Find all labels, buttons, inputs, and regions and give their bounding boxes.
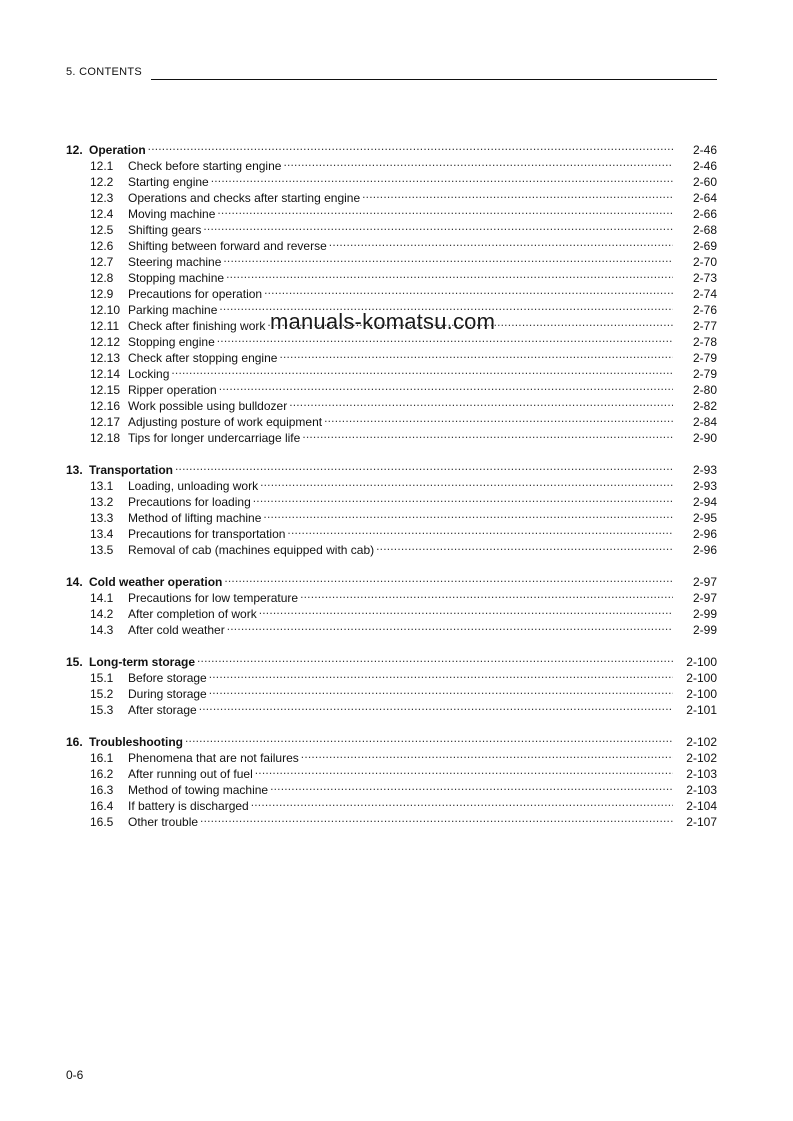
toc-subsection-entry[interactable] xyxy=(66,362,717,381)
toc-section xyxy=(66,138,717,445)
entry-title: Cold weather operation xyxy=(89,575,223,589)
entry-page: 2-101 xyxy=(686,703,717,717)
toc-subsection-entry[interactable] xyxy=(66,698,717,717)
toc-subsection-entry[interactable] xyxy=(66,474,717,493)
dot-leader xyxy=(226,266,673,282)
toc-subsection-entry[interactable] xyxy=(66,394,717,413)
entry-page: 2-107 xyxy=(686,815,717,829)
entry-title: Adjusting posture of work equipment xyxy=(128,415,323,429)
toc-subsection-entry[interactable] xyxy=(66,490,717,509)
entry-title: Stopping machine xyxy=(128,271,225,285)
dot-leader xyxy=(324,410,673,426)
entry-page: 2-100 xyxy=(686,671,717,685)
entry-page: 2-99 xyxy=(692,607,717,621)
toc-subsection-entry[interactable] xyxy=(66,762,717,781)
entry-page: 2-97 xyxy=(692,591,717,605)
toc-subsection-entry[interactable] xyxy=(66,202,717,221)
toc-subsection-entry[interactable] xyxy=(66,778,717,797)
toc-subsection-entry[interactable] xyxy=(66,426,717,445)
entry-number: 16. xyxy=(66,735,83,749)
entry-page: 2-80 xyxy=(692,383,717,397)
entry-page: 2-100 xyxy=(686,655,717,669)
toc-subsection-entry[interactable] xyxy=(66,282,717,301)
entry-number: 12.18 xyxy=(90,431,121,445)
entry-title: Phenomena that are not failures xyxy=(128,751,299,765)
page-number: 0-6 xyxy=(66,1068,84,1082)
entry-page: 2-100 xyxy=(686,687,717,701)
entry-title: Troubleshooting xyxy=(89,735,183,749)
entry-page: 2-102 xyxy=(686,735,717,749)
toc-subsection-entry[interactable] xyxy=(66,586,717,605)
entry-title: After cold weather xyxy=(128,623,225,637)
entry-page: 2-93 xyxy=(692,479,717,493)
entry-number: 15. xyxy=(66,655,83,669)
entry-page: 2-82 xyxy=(692,399,717,413)
entry-title: Steering machine xyxy=(128,255,222,269)
watermark: manuals-komatsu.com xyxy=(270,309,496,334)
entry-page: 2-84 xyxy=(692,415,717,429)
entry-page: 2-74 xyxy=(692,287,717,301)
toc-subsection-entry[interactable] xyxy=(66,618,717,637)
entry-number: 14.1 xyxy=(90,591,114,605)
entry-title: Precautions for low temperature xyxy=(128,591,299,605)
header-rule xyxy=(151,79,717,80)
entry-title: Operation xyxy=(89,143,146,157)
entry-number: 12.11 xyxy=(90,319,120,333)
dot-leader xyxy=(209,682,673,698)
dot-leader xyxy=(259,602,673,618)
entry-number: 12.6 xyxy=(90,239,114,253)
entry-number: 13.5 xyxy=(90,543,114,557)
entry-number: 14.3 xyxy=(90,623,114,637)
entry-number: 13.1 xyxy=(90,479,114,493)
dot-leader xyxy=(255,762,673,778)
entry-title: Starting engine xyxy=(128,175,209,189)
entry-page: 2-69 xyxy=(692,239,717,253)
entry-page: 2-103 xyxy=(686,783,717,797)
entry-title: During storage xyxy=(128,687,207,701)
entry-page: 2-93 xyxy=(692,463,717,477)
entry-number: 14. xyxy=(66,575,83,589)
entry-number: 12.17 xyxy=(90,415,121,429)
toc-subsection-entry[interactable] xyxy=(66,682,717,701)
entry-page: 2-64 xyxy=(692,191,717,205)
entry-page: 2-90 xyxy=(692,431,717,445)
toc-subsection-entry[interactable] xyxy=(66,666,717,685)
dot-leader xyxy=(203,218,673,234)
entry-number: 16.1 xyxy=(90,751,114,765)
toc-chapter-entry[interactable] xyxy=(66,650,717,669)
entry-title: After storage xyxy=(128,703,197,717)
dot-leader xyxy=(264,282,673,298)
page-header xyxy=(66,66,717,82)
dot-leader xyxy=(219,378,673,394)
toc-subsection-entry[interactable] xyxy=(66,506,717,525)
table-of-contents xyxy=(66,138,717,842)
dot-leader xyxy=(211,170,673,186)
entry-title: After running out of fuel xyxy=(128,767,253,781)
entry-number: 12.9 xyxy=(90,287,114,301)
entry-number: 12.12 xyxy=(90,335,121,349)
entry-number: 13.4 xyxy=(90,527,114,541)
entry-page: 2-46 xyxy=(692,159,717,173)
dot-leader xyxy=(301,746,673,762)
entry-title: Parking machine xyxy=(128,303,218,317)
entry-title: Precautions for operation xyxy=(128,287,263,301)
entry-page: 2-66 xyxy=(692,207,717,221)
entry-title: Precautions for loading xyxy=(128,495,251,509)
entry-number: 13.2 xyxy=(90,495,114,509)
entry-title: Method of lifting machine xyxy=(128,511,262,525)
entry-page: 2-104 xyxy=(686,799,717,813)
toc-subsection-entry[interactable] xyxy=(66,602,717,621)
toc-subsection-entry[interactable] xyxy=(66,378,717,397)
entry-page: 2-76 xyxy=(692,303,717,317)
dot-leader xyxy=(283,154,673,170)
dot-leader xyxy=(217,202,673,218)
dot-leader xyxy=(300,586,673,602)
dot-leader xyxy=(224,570,673,586)
dot-leader xyxy=(270,778,673,794)
entry-page: 2-46 xyxy=(692,143,717,157)
entry-number: 15.2 xyxy=(90,687,114,701)
dot-leader xyxy=(199,698,673,714)
entry-title: Stopping engine xyxy=(128,335,215,349)
entry-number: 12.15 xyxy=(90,383,121,397)
entry-page: 2-73 xyxy=(692,271,717,285)
dot-leader xyxy=(175,458,673,474)
entry-page: 2-102 xyxy=(686,751,717,765)
entry-number: 12.14 xyxy=(90,367,121,381)
toc-subsection-entry[interactable] xyxy=(66,154,717,173)
entry-number: 12.7 xyxy=(90,255,114,269)
entry-number: 12.5 xyxy=(90,223,114,237)
entry-number: 12.2 xyxy=(90,175,114,189)
entry-page: 2-96 xyxy=(692,543,717,557)
entry-number: 12.3 xyxy=(90,191,114,205)
entry-page: 2-70 xyxy=(692,255,717,269)
entry-number: 15.3 xyxy=(90,703,114,717)
dot-leader xyxy=(263,506,673,522)
dot-leader xyxy=(171,362,673,378)
dot-leader xyxy=(302,426,673,442)
dot-leader xyxy=(185,730,673,746)
entry-title: Work possible using bulldozer xyxy=(128,399,288,413)
dot-leader xyxy=(253,490,673,506)
toc-subsection-entry[interactable] xyxy=(66,410,717,429)
entry-page: 2-103 xyxy=(686,767,717,781)
entry-page: 2-99 xyxy=(692,623,717,637)
entry-title: Check after finishing work xyxy=(128,319,266,333)
entry-number: 12.4 xyxy=(90,207,114,221)
entry-number: 12. xyxy=(66,143,83,157)
entry-page: 2-78 xyxy=(692,335,717,349)
toc-chapter-entry[interactable] xyxy=(66,730,717,749)
toc-subsection-entry[interactable] xyxy=(66,538,717,557)
entry-title: Before storage xyxy=(128,671,207,685)
entry-number: 16.2 xyxy=(90,767,114,781)
dot-leader xyxy=(329,234,673,250)
entry-number: 13. xyxy=(66,463,83,477)
entry-page: 2-77 xyxy=(692,319,717,333)
dot-leader xyxy=(289,394,673,410)
entry-title: Shifting between forward and reverse xyxy=(128,239,327,253)
entry-title: Tips for longer undercarriage life xyxy=(128,431,301,445)
entry-number: 15.1 xyxy=(90,671,114,685)
entry-page: 2-96 xyxy=(692,527,717,541)
entry-title: After completion of work xyxy=(128,607,257,621)
entry-title: Long-term storage xyxy=(89,655,196,669)
entry-title: Locking xyxy=(128,367,170,381)
toc-subsection-entry[interactable] xyxy=(66,522,717,541)
entry-page: 2-95 xyxy=(692,511,717,525)
entry-title: Moving machine xyxy=(128,207,216,221)
dot-leader xyxy=(223,250,673,266)
toc-chapter-entry[interactable] xyxy=(66,458,717,477)
toc-subsection-entry[interactable] xyxy=(66,234,717,253)
dot-leader xyxy=(200,810,673,826)
entry-number: 12.10 xyxy=(90,303,121,317)
dot-leader xyxy=(260,474,673,490)
entry-page: 2-68 xyxy=(692,223,717,237)
entry-title: Other trouble xyxy=(128,815,199,829)
toc-subsection-entry[interactable] xyxy=(66,746,717,765)
toc-subsection-entry[interactable] xyxy=(66,170,717,189)
entry-title: Shifting gears xyxy=(128,223,202,237)
entry-number: 16.5 xyxy=(90,815,114,829)
entry-page: 2-79 xyxy=(692,351,717,365)
entry-title: Loading, unloading work xyxy=(128,479,259,493)
toc-subsection-entry[interactable] xyxy=(66,186,717,205)
entry-title: Precautions for transportation xyxy=(128,527,286,541)
dot-leader xyxy=(251,794,673,810)
entry-number: 16.4 xyxy=(90,799,114,813)
toc-section xyxy=(66,570,717,637)
dot-leader xyxy=(376,538,673,554)
dot-leader xyxy=(209,666,673,682)
entry-title: If battery is discharged xyxy=(128,799,249,813)
entry-title: Method of towing machine xyxy=(128,783,269,797)
dot-leader xyxy=(148,138,673,154)
entry-page: 2-60 xyxy=(692,175,717,189)
entry-title: Check after stopping engine xyxy=(128,351,278,365)
toc-section xyxy=(66,650,717,717)
dot-leader xyxy=(287,522,673,538)
entry-page: 2-94 xyxy=(692,495,717,509)
entry-title: Check before starting engine xyxy=(128,159,282,173)
entry-title: Transportation xyxy=(89,463,174,477)
toc-section xyxy=(66,458,717,557)
toc-chapter-entry[interactable] xyxy=(66,138,717,157)
dot-leader xyxy=(279,346,673,362)
entry-number: 14.2 xyxy=(90,607,114,621)
toc-subsection-entry[interactable] xyxy=(66,794,717,813)
toc-section xyxy=(66,730,717,829)
entry-number: 12.8 xyxy=(90,271,114,285)
header-title: 5. CONTENTS xyxy=(66,66,143,78)
dot-leader xyxy=(362,186,673,202)
dot-leader xyxy=(197,650,673,666)
entry-number: 12.16 xyxy=(90,399,121,413)
toc-chapter-entry[interactable] xyxy=(66,570,717,589)
entry-number: 12.13 xyxy=(90,351,121,365)
entry-title: Operations and checks after starting engine xyxy=(128,191,361,205)
toc-subsection-entry[interactable] xyxy=(66,810,717,829)
entry-title: Removal of cab (machines equipped with cab) xyxy=(128,543,375,557)
entry-title: Ripper operation xyxy=(128,383,217,397)
toc-subsection-entry[interactable] xyxy=(66,218,717,237)
toc-subsection-entry[interactable] xyxy=(66,266,717,285)
entry-number: 16.3 xyxy=(90,783,114,797)
toc-subsection-entry[interactable] xyxy=(66,346,717,365)
entry-page: 2-97 xyxy=(692,575,717,589)
entry-number: 13.3 xyxy=(90,511,114,525)
entry-number: 12.1 xyxy=(90,159,114,173)
dot-leader xyxy=(227,618,673,634)
toc-subsection-entry[interactable] xyxy=(66,250,717,269)
entry-page: 2-79 xyxy=(692,367,717,381)
